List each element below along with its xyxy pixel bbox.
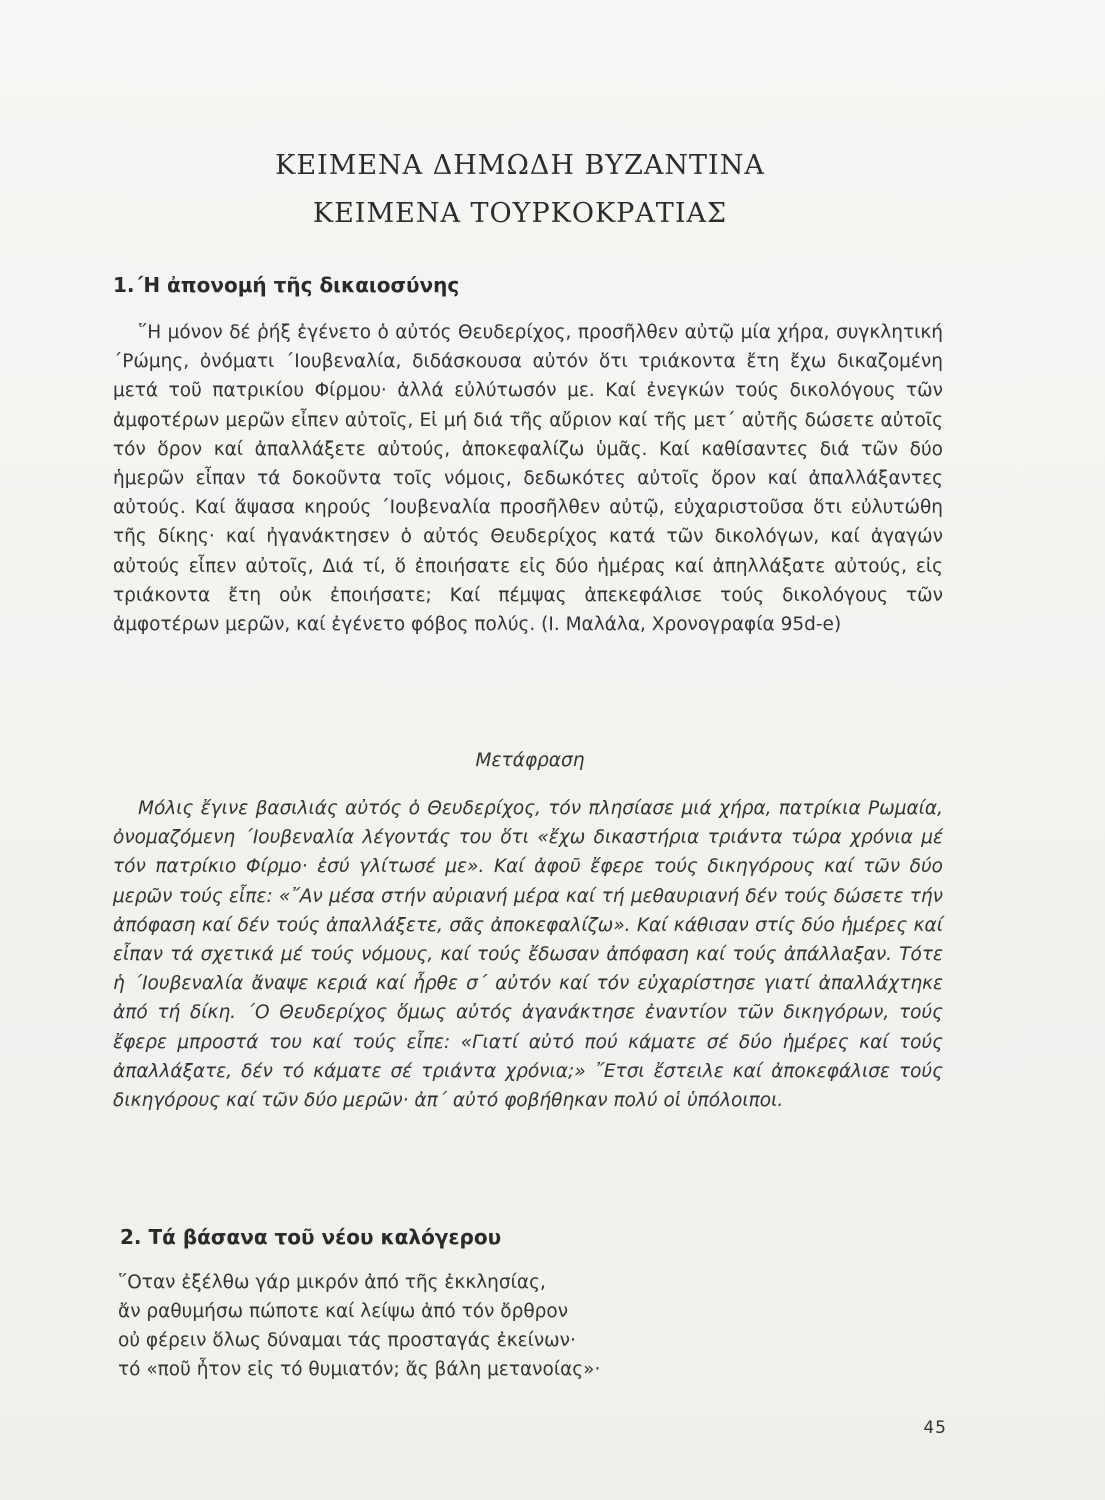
poem-line: τό «ποῦ ἦτον εἰς τό θυμιατόν; ἄς βάλη μετανοίας»· (118, 1359, 601, 1380)
poem-line: ἄν ραθυμήσω πώποτε καί λείψω ἀπό τόν ὄρθρον (118, 1301, 569, 1322)
page-title-line-2: ΚΕΙΜΕΝΑ ΤΟΥΡΚΟΚΡΑΤΙΑΣ (312, 198, 728, 229)
translation-heading: Μετάφραση (475, 750, 585, 771)
section-2-heading: 2. Τά βάσανα τοῦ νέου καλόγερου (120, 1225, 502, 1249)
poem-line: ῞Οταν ἐξέλθω γάρ μικρόν ἀπό τῆς ἐκκλησίας, (118, 1272, 546, 1293)
section-1-translation-text: Μόλις ἔγινε βασιλιάς αὐτός ὁ Θευδερίχος, τόν πλησίασε μιά χήρα, πατρίκια Ρωμαία, ὀνομαζόμενη ΄Ιουβεναλία λέγοντάς του ὅτι «ἔχω δικαστήρια τριάντα τώρα χρόνια μέ τόν πατρίκιο Φίρμο· ἐσύ γλίτωσέ με». Καί ἀφοῦ ἔφερε τούς δικηγόρους καί τῶν δύο μερῶν τούς εἶπε: «῎Αν μέσα στήν αὐριανή μέρα καί τή μεθαυριανή δέν τούς δώσετε τήν ἀπόφαση καί δέν τούς ἀπαλλάξετε, σᾶς ἀποκεφαλίζω». Καί κάθισαν στίς δύο ἡμέρες καί εἶπαν τά σχετικά μέ τούς νόμους, καί τούς ἔδωσαν ἀπόφαση καί τούς ἀπάλλαξαν. Τότε ἡ ΄Ιουβεναλία ἄναψε κεριά καί ἦρθε σ΄ αὐτόν καί τόν εὐχαρίστησε γιατί ἀπαλλάχτηκε ἀπό τή δίκη. ΄Ο Θευδερίχος ὅμως αὐτός ἀγανάκτησε ἐναντίον τῶν δικηγόρων, τούς ἔφερε μπροστά του καί τούς εἶπε: «Γιατί αὐτό πού κάματε σέ δύο ἡμέρες καί τούς ἀπαλλάξατε, δέν τό κάματε σέ τριάντα χρόνια;» ῎Ετσι ἔστειλε καί ἀποκεφάλισε τούς δικηγόρους καί τῶν δύο μερῶν· ἀπ΄ αὐτό φοβήθηκαν πολύ οἱ ὑπόλοιποι. (113, 798, 943, 1112)
page-number: 45 (923, 1418, 947, 1438)
poem-block (118, 1268, 600, 1384)
section-1-heading: 1.΄Η ἀπονομή τῆς δικαιοσύνης (113, 273, 460, 297)
page-title-line-1: ΚΕΙΜΕΝΑ ΔΗΜΩΔΗ ΒΥΖΑΝΤΙΝΑ (275, 150, 765, 181)
section-1-original-text: ῞Η μόνον δέ ῥήξ ἐγένετο ὁ αὐτός Θευδερίχος, προσῆλθεν αὐτῷ μία χήρα, συγκλητική ΄Ρώμης, ὀνόματι ΄Ιουβεναλία, διδάσκουσα αὐτόν ὅτι τριάκοντα ἔτη ἔχω δικαζομένη μετά τοῦ πατρικίου Φίρμου· ἀλλά εὐλύτωσόν με. Καί ἐνεγκών τούς δικολόγους τῶν ἀμφοτέρων μερῶν εἶπεν αὐτοῖς, Εἰ μή διά τῆς αὔριον καί τῆς μετ΄ αὐτῆς δώσετε αὐτοῖς τόν ὅρον καί ἀπαλλάξετε αὐτούς, ἀποκεφαλίζω ὑμᾶς. Καί καθίσαντες διά τῶν δύο ἡμερῶν εἶπαν τά δοκοῦντα τοῖς νόμοις, δεδωκότες αὐτοῖς ὅρον καί ἀπαλλάξαντες αὐτούς. Καί ἅψασα κηρούς ΄Ιουβεναλία προσῆλθεν αὐτῷ, εὐχαριστοῦσα ὅτι εὐλυτώθη τῆς δίκης· καί ἠγανάκτησεν ὁ αὐτός Θευδερίχος κατά τῶν δικολόγων, καί ἀγαγών αὐτούς εἶπεν αὐτοῖς, Διά τί, ὅ ἐποιήσατε εἰς δύο ἡμέρας καί ἀπηλλάξατε αὐτούς, εἰς τριάκοντα ἔτη οὐκ ἐποιήσατε; Καί πέμψας ἀπεκεφάλισε τούς δικολόγους τῶν ἀμφοτέρων μερῶν, καί ἐγένετο φόβος πολύς. (Ι. Μαλάλα, Χρονογραφία 95d-e) (113, 322, 943, 636)
poem-line: οὐ φέρειν ὅλως δύναμαι τάς προσταγάς ἐκείνων· (118, 1330, 576, 1351)
